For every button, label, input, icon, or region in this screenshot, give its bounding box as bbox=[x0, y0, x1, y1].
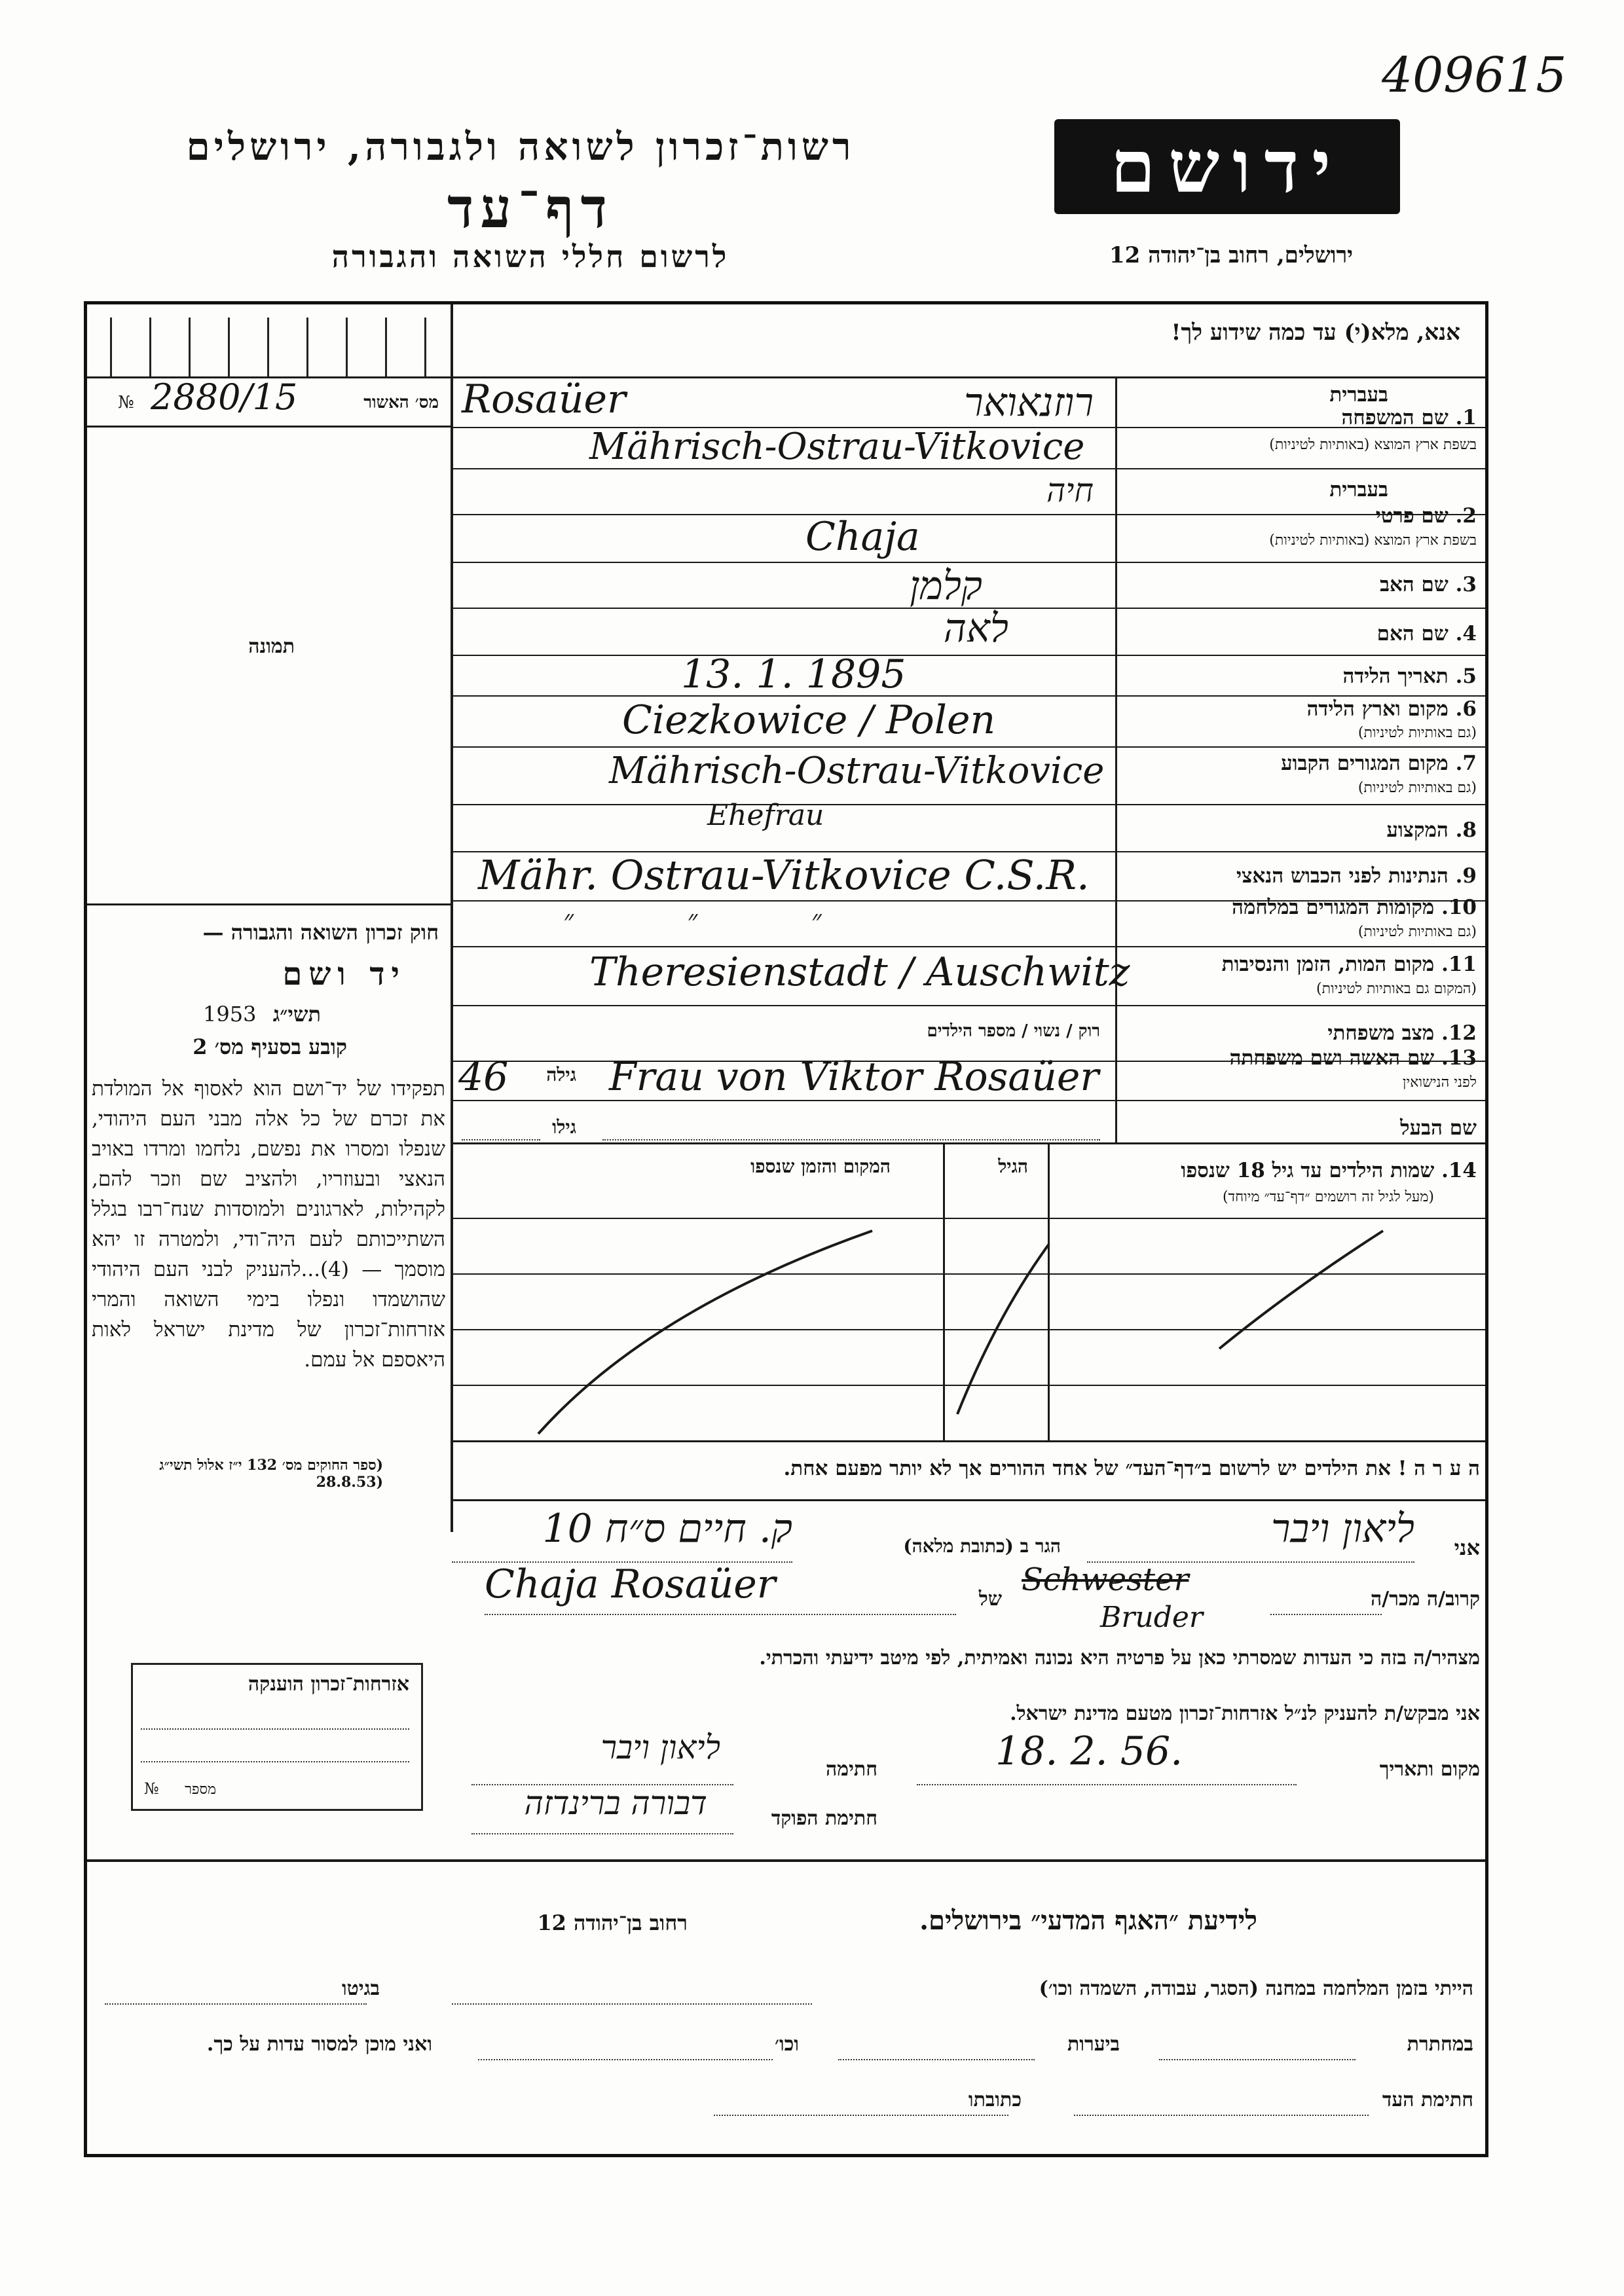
field-7-num: 7. bbox=[1455, 752, 1477, 775]
residence: Mährisch-Ostrau-Vitkovice bbox=[609, 750, 1105, 792]
field-12-label: מצב משפחתי bbox=[1327, 1021, 1435, 1045]
field-5-label: תאריך הלידה bbox=[1342, 665, 1449, 688]
field-6-label: מקום וארץ הלידה bbox=[1306, 697, 1449, 721]
law-title: חוק זכרון השואה והגבורה — bbox=[202, 920, 439, 945]
footer-address: רחוב בן־יהודה 12 bbox=[537, 1910, 688, 1935]
field-4-num: 4. bbox=[1455, 622, 1477, 646]
field-3-num: 3. bbox=[1455, 573, 1477, 596]
children-sub: (מעל לגיל זה רושמים ״דף־עד״ מיוחד) bbox=[1222, 1189, 1434, 1205]
field-2-label: שם פרטי bbox=[1375, 504, 1449, 528]
field-3-label: שם האב bbox=[1380, 573, 1449, 596]
decl-i-label: אני bbox=[1454, 1535, 1480, 1560]
field-10-label: מקומות המגורים במלחמה bbox=[1232, 896, 1435, 919]
field-8-num: 8. bbox=[1455, 818, 1477, 842]
footer-line2a: במחתרת bbox=[1407, 2033, 1473, 2056]
field-7-label: מקום המגורים הקבוע bbox=[1281, 752, 1449, 775]
header-address: ירושלים, רחוב בן־יהודה 12 bbox=[1109, 242, 1354, 268]
footer-title: לידיעת ״האגף המדעי״ בירושלים. bbox=[919, 1905, 1257, 1936]
field-5-num: 5. bbox=[1455, 665, 1477, 688]
death-place: Theresienstadt / Auschwitz bbox=[589, 949, 1130, 995]
surname-hebrew: רוזנאואר bbox=[964, 380, 1094, 426]
in-hebrew-1: בעברית bbox=[1329, 383, 1388, 407]
field-11-num: 11. bbox=[1441, 953, 1477, 976]
law-year: 1953 bbox=[203, 1002, 257, 1027]
wartime-residence: ״ ״ ״ bbox=[563, 903, 874, 936]
field-13-num: 13. bbox=[1441, 1046, 1477, 1070]
law-year-heb: תשי״ג bbox=[272, 1002, 321, 1027]
field-10-num: 10. bbox=[1441, 896, 1477, 919]
law-name: יד ושם bbox=[282, 956, 406, 993]
field-10-sub: (גם באותיות לטיניות) bbox=[1357, 924, 1477, 940]
footer-line1a: הייתי בזמן המלחמה במחנה (הסגר, עבודה, השמדה וכו׳) bbox=[1039, 1977, 1473, 2000]
surname-latin: Rosaüer bbox=[462, 376, 626, 422]
law-ref: (ספר החוקים מס׳ 132 י״ז אלול תשי״ג (28.8.53 bbox=[159, 1457, 383, 1491]
approval-label: מס׳ האשור bbox=[363, 393, 439, 412]
field-6-num: 6. bbox=[1455, 697, 1477, 721]
approval-number: 2880/15 bbox=[151, 376, 298, 418]
law-clause: קובע בסעיף מס׳ 2 bbox=[193, 1034, 347, 1059]
relative-name: Chaja Rosaüer bbox=[485, 1561, 776, 1607]
number-sign: № bbox=[118, 393, 134, 412]
law-text: תפקידו של יד־ושם הוא לאסוף אל המולדת את זכרם של כל אלה מבני העם היהודי, שנפלו ומסרו את נפשם, נלחמו ומרדו באויב הנאצי ובעוזריו, ולהציב שם וזכר להם, לקהילות, לארגונים ולמוסדות שנח־רבו בגלל השתייכותם לעם היה־ודי, ולמטרה זו יהא מוסמך — (4)...להעניק לבני העם היהודי שהושמדו ונפלו בימי השואה והמרי אזרחות־זכרון של מדינת ישראל לאות היאספם אל עמם. bbox=[92, 1077, 445, 1372]
witness-name: ליאון ויבר bbox=[1271, 1506, 1414, 1552]
decl-statement: מצהיר/ה בזה כי העדות שמסרתי כאן על פרטיה היא נכונה ואמיתית, לפי מיטב ידיעתי והכרתי. bbox=[759, 1647, 1480, 1669]
field-11-label: מקום המות, הזמן והנסיבות bbox=[1221, 953, 1435, 976]
field-2-sub: בשפת ארץ המוצא (באותיות לטיניות) bbox=[1269, 532, 1477, 549]
decl-relation-2: Bruder bbox=[1100, 1601, 1203, 1634]
decl-residing: הגר ב (כתובת מלאה) bbox=[903, 1535, 1061, 1557]
field-9-num: 9. bbox=[1455, 864, 1477, 888]
decl-request: אני מבקש/ת להעניק לנ״ל אזרחות־זכרון מטעם מדינת ישראל. bbox=[1010, 1702, 1480, 1725]
wife-age-label: גילה bbox=[546, 1064, 576, 1085]
children-label: 14. שמות הילדים עד גיל 18 שנספו bbox=[1181, 1159, 1477, 1182]
field-11-sub: (המקום גם באותיות לטיניות) bbox=[1316, 981, 1477, 997]
field-13-label: שם האשה ושם משפחתה bbox=[1229, 1046, 1435, 1070]
field-9-label: הנתינות לפני הכבוש הנאצי bbox=[1236, 864, 1449, 888]
citizenship-number-label: מספר bbox=[185, 1781, 216, 1798]
surname-origin: Mährisch-Ostrau-Vitkovice bbox=[589, 426, 1085, 468]
children-col-place: המקום והזמן שנספו bbox=[750, 1156, 891, 1177]
field-7-sub: (גם באותיות לטיניות) bbox=[1357, 780, 1477, 796]
decl-of-label: של bbox=[978, 1588, 1002, 1611]
field-6-sub: (גם באותיות לטיניות) bbox=[1357, 725, 1477, 741]
firstname-hebrew: חיה bbox=[1046, 471, 1094, 509]
field-4-label: שם האם bbox=[1376, 622, 1449, 646]
husband-label: שם הבעל bbox=[1400, 1116, 1477, 1140]
footer-line2d: ואני מוכן למסור עדות על כך. bbox=[206, 2033, 432, 2056]
instructions: אנא, מלא(י) עד כמה שידוע לך! bbox=[1171, 319, 1460, 346]
officer-signature: דבורה ברינדזה bbox=[524, 1784, 707, 1822]
authority-title: רשות־זכרון לשואה ולגבורה, ירושלים bbox=[186, 124, 855, 169]
decl-date: 18. 2. 56. bbox=[995, 1728, 1183, 1774]
place-date-label: מקום ותאריך bbox=[1379, 1758, 1480, 1781]
decl-relation-label: קרוב/ה מכר/ה bbox=[1371, 1588, 1480, 1611]
field-8-label: המקצוע bbox=[1386, 818, 1449, 842]
officer-label: חתימת הפוקד bbox=[771, 1807, 877, 1830]
nationality: Mähr. Ostrau-Vitkovice C.S.R. bbox=[478, 851, 1090, 899]
birth-place: Ciezkowice / Polen bbox=[622, 697, 996, 743]
birth-date: 13. 1. 1895 bbox=[681, 651, 906, 697]
photo-label: תמונה bbox=[248, 635, 295, 658]
archive-number: 409615 bbox=[1382, 47, 1567, 103]
in-hebrew-2: בעברית bbox=[1329, 478, 1388, 501]
children-note: ה ע ר ה ! את הילדים יש לרשום ב״דף־העד״ של אחד ההורים אך לא יותר מפעם אחת. bbox=[783, 1457, 1480, 1480]
wife-name: Frau von Viktor Rosaüer bbox=[609, 1054, 1099, 1100]
father-name: קלמן bbox=[909, 563, 982, 609]
decl-relation: Schwester bbox=[1022, 1561, 1189, 1598]
form-subtitle: לרשום חללי השואה והגבורה bbox=[331, 239, 729, 274]
citizenship-label: אזרחות־זכרון הוענקה bbox=[248, 1673, 409, 1696]
husband-age-label: גילו bbox=[552, 1116, 576, 1138]
field-2-num: 2. bbox=[1455, 504, 1477, 528]
footer-line2b: ביערות bbox=[1067, 2033, 1120, 2056]
witness-signature: ליאון ויבר bbox=[600, 1728, 720, 1766]
field-1-num: 1. bbox=[1455, 406, 1477, 429]
field-1-label: שם המשפחה bbox=[1341, 406, 1449, 429]
citizenship-no: № bbox=[144, 1779, 159, 1798]
firstname-latin: Chaja bbox=[805, 514, 920, 560]
children-strikeout bbox=[453, 1218, 1485, 1440]
field-13-sub: לפני הנישואין bbox=[1402, 1074, 1477, 1091]
witness-address: ק. חיים ס״ח 10 bbox=[542, 1506, 792, 1552]
form-title: דף־עד bbox=[447, 175, 614, 240]
children-col-age: הגיל bbox=[998, 1156, 1028, 1177]
signature-label: חתימה bbox=[826, 1758, 877, 1781]
mother-name: לאה bbox=[943, 606, 1008, 651]
field-12-num: 12. bbox=[1441, 1021, 1477, 1045]
footer-line1b: בגיטו bbox=[341, 1977, 380, 2000]
footer-line2c: וכו׳ bbox=[775, 2033, 799, 2056]
yad-vashem-logo: ידושם bbox=[1054, 119, 1400, 214]
wife-age: 46 bbox=[458, 1054, 509, 1100]
marital-status: רוק / נשוי / מספר הילדים bbox=[927, 1021, 1100, 1041]
field-1-sub: בשפת ארץ המוצא (באותיות לטיניות) bbox=[1269, 437, 1477, 453]
footer-line3b: כתובתו bbox=[968, 2088, 1022, 2111]
footer-line3a: חתימת העד bbox=[1382, 2088, 1473, 2111]
occupation: Ehefrau bbox=[707, 799, 824, 832]
